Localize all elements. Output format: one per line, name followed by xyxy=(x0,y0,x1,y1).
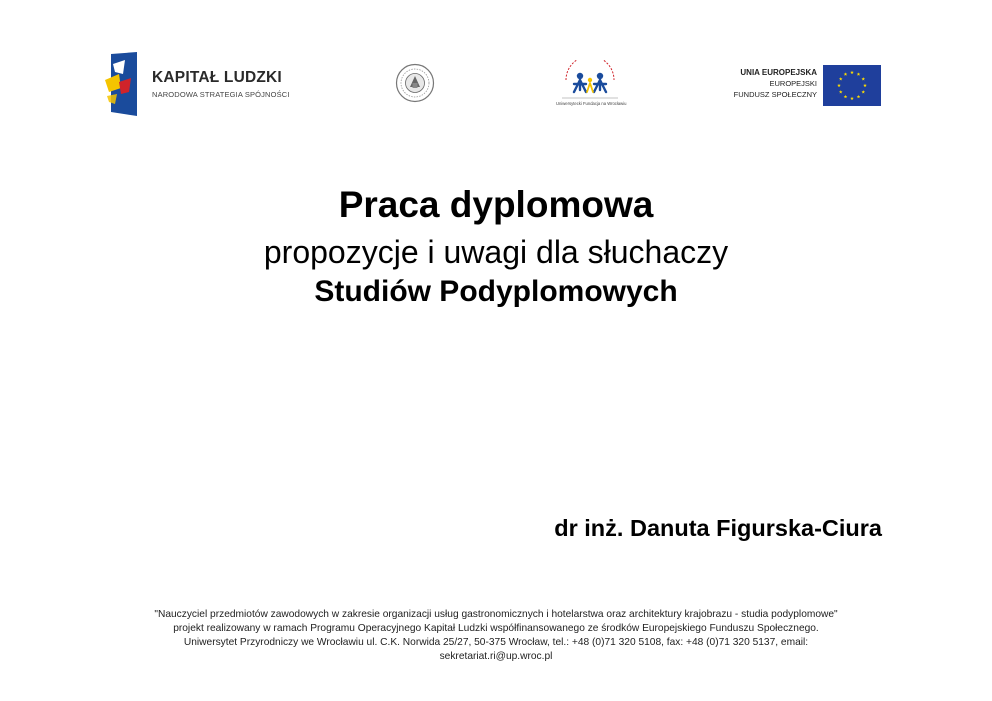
author-name: dr inż. Danuta Figurska-Ciura xyxy=(554,515,882,541)
studies-name: Studiów Podyplomowych xyxy=(314,275,678,308)
kapital-ludzki-logo xyxy=(103,52,290,116)
eu-line-3: FUNDUSZ SPOŁECZNY xyxy=(733,90,817,99)
university-seal-icon xyxy=(395,63,435,103)
title-block xyxy=(0,183,992,312)
footer-line-1: "Nauczyciel przedmiotów zawodowych w zakresie organizacji usług gastronomicznych i hotelarstwa oraz architektury krajobrazu - studia podyplomowe" xyxy=(154,609,838,620)
page-subtitle: propozycje i uwagi dla słuchaczy xyxy=(263,234,729,270)
kapital-ludzki-emblem-icon xyxy=(103,52,139,116)
eu-text xyxy=(734,67,817,100)
logo-bar xyxy=(0,0,992,130)
eu-line-1: UNIA EUROPEJSKA xyxy=(740,68,817,77)
kapital-ludzki-title: KAPITAŁ LUDZKI xyxy=(152,69,282,86)
kapital-ludzki-subtitle: NARODOWA STRATEGIA SPÓJNOŚCI xyxy=(152,90,290,99)
foundation-people-icon xyxy=(556,60,624,102)
footer-line-2: projekt realizowany w ramach Programu Operacyjnego Kapitał Ludzki współfinansowanego ze środków Europejskiego Funduszu Społecznego. xyxy=(173,623,819,634)
foundation-caption: Uniwersytecki Fundacja na Wrocławiu xyxy=(556,101,627,106)
footer-line-3: Uniwersytet Przyrodniczy we Wrocławiu ul. C.K. Norwida 25/27, 50-375 Wrocław, tel.: +48 (0)71 320 5108, fax: +48 (0)71 320 5137, email: xyxy=(183,637,809,648)
footer-line-4: sekretariat.ri@up.wroc.pl xyxy=(439,651,553,662)
foundation-logo xyxy=(556,60,627,112)
footer xyxy=(90,608,902,664)
eu-flag-icon xyxy=(823,65,881,106)
page-title: Praca dyplomowa xyxy=(338,184,654,225)
eu-logo xyxy=(721,64,883,110)
eu-line-2: EUROPEJSKI xyxy=(769,79,817,88)
